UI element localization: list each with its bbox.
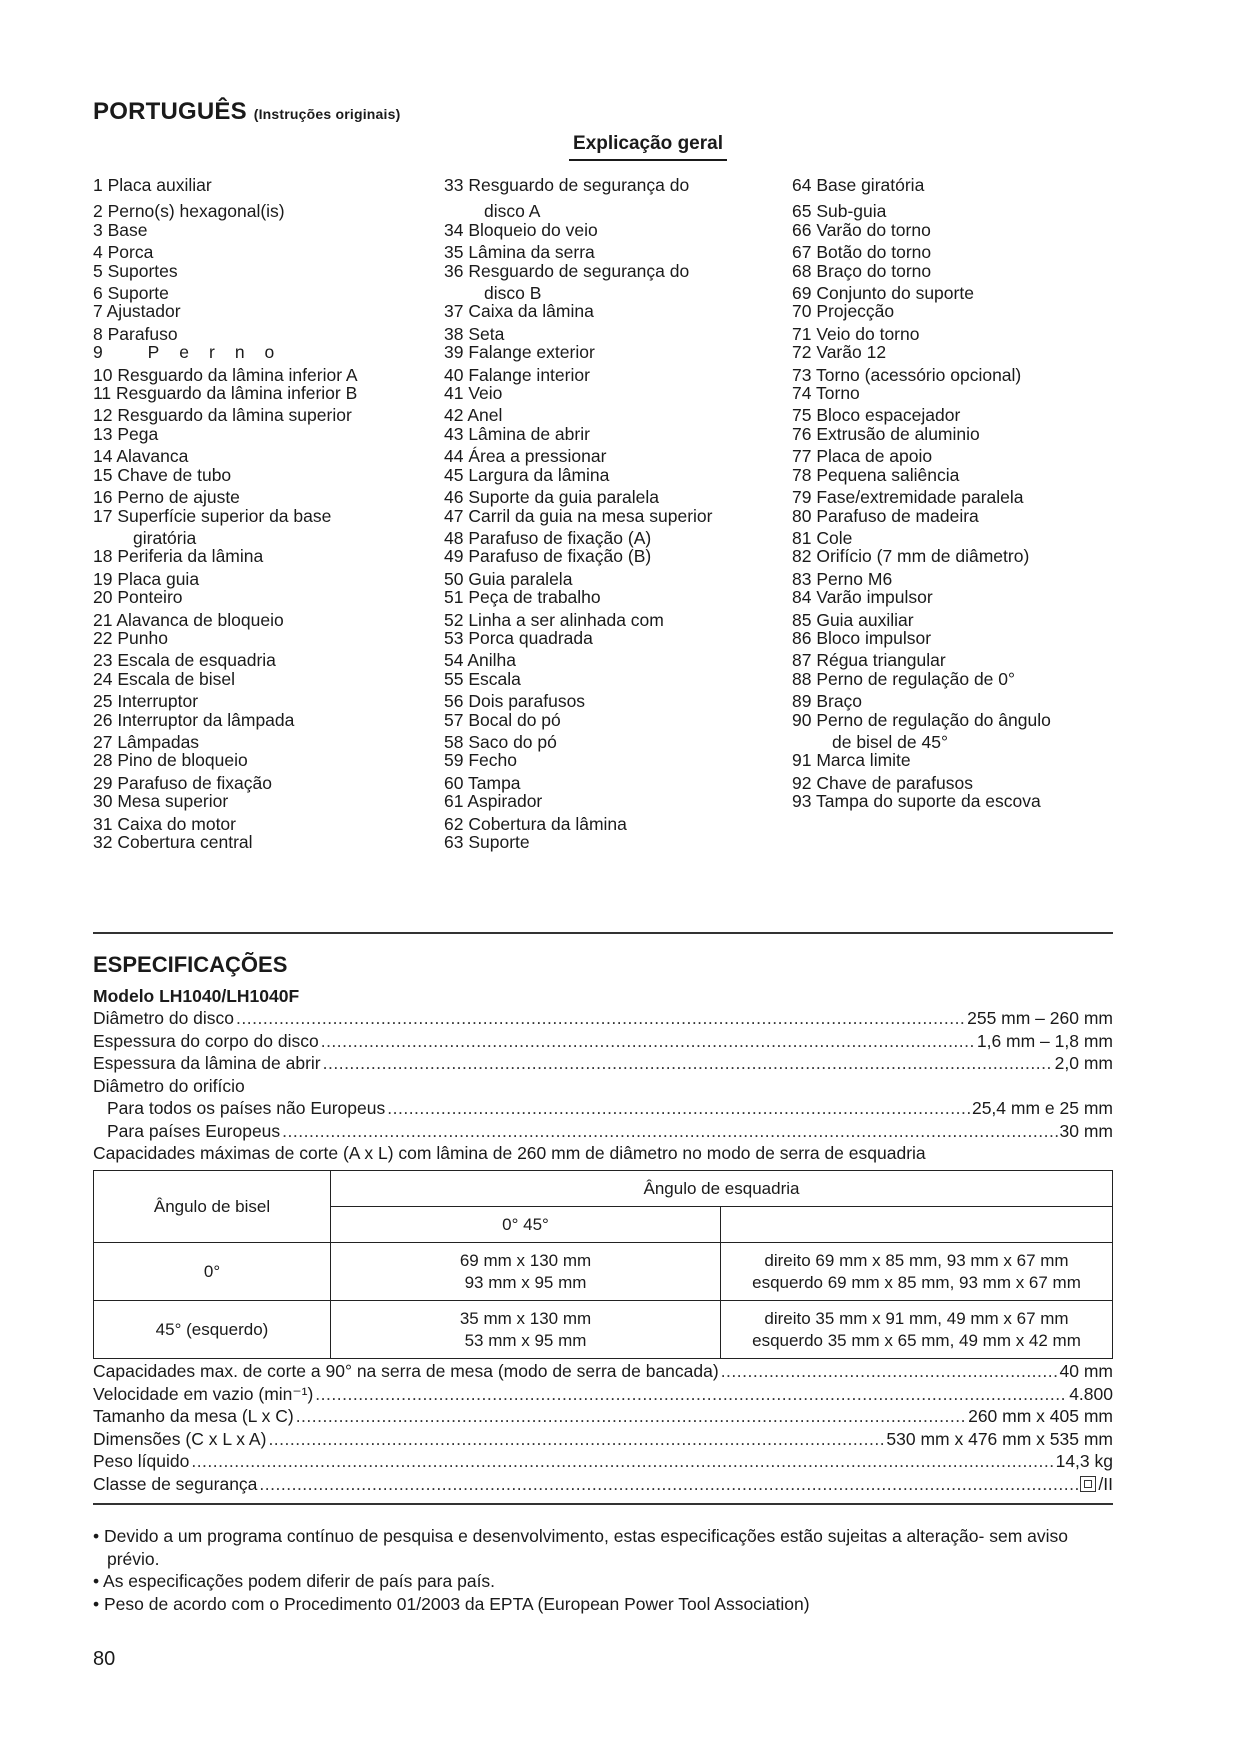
miter-header-cell: Ângulo de esquadria <box>331 1171 1113 1207</box>
spec-label: Para todos os países não Europeus <box>107 1098 386 1118</box>
part-item: 41 Veio <box>444 383 503 404</box>
part-item: 64 Base giratória <box>792 175 925 195</box>
dot-leader <box>321 1030 975 1053</box>
dot-leader <box>268 1428 884 1451</box>
capacity-line: 53 mm x 95 mm <box>464 1330 587 1350</box>
part-item: 17 Superfície superior da base <box>93 505 332 526</box>
model-name: Modelo LH1040/LH1040F <box>93 986 300 1006</box>
part-item: 66 Varão do torno <box>792 219 931 240</box>
notes-list <box>93 1525 1113 1615</box>
part-item: 20 Ponteiro <box>93 587 183 608</box>
part-item: 86 Bloco impulsor <box>792 627 932 648</box>
note-item: • As especificações podem diferir de país para país. <box>93 1571 496 1591</box>
part-item: 30 Mesa superior <box>93 791 229 812</box>
capacity-caption: Capacidades máximas de corte (A x L) com lâmina de 260 mm de diâmetro no modo de serra de esquadria <box>93 1143 926 1163</box>
spec-row <box>93 1030 1113 1053</box>
part-item: 3 Base <box>93 219 148 240</box>
part-item: 70 Projecção <box>792 301 895 322</box>
spec-row <box>93 1142 1113 1165</box>
dot-leader <box>323 1052 1053 1075</box>
spec-value: 4.800 <box>1069 1383 1113 1404</box>
part-item: 93 Tampa do suporte da escova <box>792 791 1041 812</box>
spec-row <box>93 1473 1113 1496</box>
part-item-continued: disco B <box>484 283 542 304</box>
dot-leader <box>315 1383 1067 1406</box>
language-subtitle: (Instruções originais) <box>253 106 401 122</box>
part-item: 11 Resguardo da lâmina inferior B <box>93 383 358 404</box>
specs-title: ESPECIFICAÇÕES <box>93 952 288 977</box>
part-item: 21 Alavanca de bloqueio <box>93 609 284 630</box>
part-item: 89 Braço <box>792 691 863 712</box>
part-item: 61 Aspirador <box>444 791 543 812</box>
part-item: 81 Cole <box>792 527 853 548</box>
specs-list-bottom <box>93 1360 1113 1495</box>
spec-row <box>93 1405 1113 1428</box>
capacity-cell <box>331 1243 721 1301</box>
part-item: 29 Parafuso de fixação <box>93 772 273 793</box>
miter-subheader-cell <box>721 1207 1113 1243</box>
part-item: 74 Torno <box>792 383 860 404</box>
part-item: 4 Porca <box>93 242 154 263</box>
capacity-line: direito 35 mm x 91 mm, 49 mm x 67 mm <box>764 1308 1069 1328</box>
spec-row <box>93 1052 1113 1075</box>
part-item: 18 Periferia da lâmina <box>93 546 264 567</box>
part-item: 13 Pega <box>93 423 159 444</box>
part-item: 5 Suportes <box>93 260 178 281</box>
parts-column-1 <box>93 174 433 853</box>
part-item: 51 Peça de trabalho <box>444 587 601 608</box>
spec-value: 1,6 mm – 1,8 mm <box>976 1030 1113 1051</box>
bevel-cell: 45° (esquerdo) <box>94 1301 331 1359</box>
part-item: 88 Perno de regulação de 0° <box>792 668 1015 689</box>
part-item: 36 Resguardo de segurança do <box>444 260 690 281</box>
part-item-continued: de bisel de 45° <box>832 731 948 752</box>
part-item: 92 Chave de parafusos <box>792 772 973 793</box>
capacity-line: 35 mm x 130 mm <box>459 1308 592 1328</box>
part-item: 52 Linha a ser alinhada com <box>444 609 664 630</box>
section-divider <box>93 932 1113 934</box>
part-item: 23 Escala de esquadria <box>93 650 276 671</box>
language-title: PORTUGUÊS <box>93 98 247 125</box>
part-item: 60 Tampa <box>444 772 521 793</box>
spec-value-with-icon <box>1080 1473 1113 1496</box>
dot-leader <box>296 1405 966 1428</box>
part-item: 77 Placa de apoio <box>792 446 933 467</box>
part-item: 82 Orifício (7 mm de diâmetro) <box>792 546 1030 567</box>
part-item: 84 Varão impulsor <box>792 587 933 608</box>
part-item: 22 Punho <box>93 627 168 648</box>
capacity-line: 69 mm x 130 mm <box>459 1250 592 1270</box>
part-item: 91 Marca limite <box>792 750 911 771</box>
spec-value: 40 mm <box>1059 1361 1113 1381</box>
spec-label: Tamanho da mesa (L x C) <box>93 1406 294 1426</box>
capacity-cell <box>331 1301 721 1359</box>
part-item: 75 Bloco espacejador <box>792 405 961 426</box>
part-item: 19 Placa guia <box>93 568 200 589</box>
part-item: 56 Dois parafusos <box>444 691 586 712</box>
dot-leader <box>191 1450 1053 1473</box>
part-item-continued: disco A <box>484 201 541 222</box>
note-item: • Peso de acordo com o Procedimento 01/2003 da EPTA (European Power Tool Association) <box>93 1593 810 1614</box>
spec-value: 30 mm <box>1059 1120 1113 1141</box>
safety-class-value: /II <box>1098 1473 1113 1494</box>
part-item: 43 Lâmina de abrir <box>444 423 590 444</box>
part-item: 2 Perno(s) hexagonal(is) <box>93 201 285 222</box>
spec-value: 2,0 mm <box>1054 1053 1113 1073</box>
part-item: 35 Lâmina da serra <box>444 242 595 263</box>
page-title <box>93 98 400 126</box>
spec-label: Diâmetro do disco <box>93 1008 235 1028</box>
part-item: 32 Cobertura central <box>93 832 253 852</box>
parts-column-3 <box>792 174 1122 813</box>
part-item: 71 Veio do torno <box>792 323 920 344</box>
capacity-cell <box>721 1243 1113 1301</box>
part-item: 37 Caixa da lâmina <box>444 301 594 322</box>
section-divider <box>93 1503 1113 1505</box>
part-item: 76 Extrusão de aluminio <box>792 423 980 444</box>
part-item: 38 Seta <box>444 323 505 344</box>
capacity-line: esquerdo 69 mm x 85 mm, 93 mm x 67 mm <box>752 1272 1081 1292</box>
part-item: 59 Fecho <box>444 750 517 771</box>
spec-row <box>93 1120 1113 1143</box>
part-item: 67 Botão do torno <box>792 242 932 263</box>
part-item: 15 Chave de tubo <box>93 464 232 485</box>
part-item: 80 Parafuso de madeira <box>792 505 979 526</box>
part-item: 49 Parafuso de fixação (B) <box>444 546 652 567</box>
dot-leader <box>721 1360 1058 1383</box>
part-item: 83 Perno M6 <box>792 568 893 589</box>
part-item: 46 Suporte da guia paralela <box>444 487 660 508</box>
part-item: 63 Suporte <box>444 832 530 852</box>
spec-value: 530 mm x 476 mm x 535 mm <box>886 1428 1113 1449</box>
section-heading-text: Explicação geral <box>569 133 727 161</box>
spec-value: 14,3 kg <box>1055 1451 1113 1471</box>
spec-row <box>93 1383 1113 1406</box>
spec-label: Espessura da lâmina de abrir <box>93 1053 321 1073</box>
part-item: 1 Placa auxiliar <box>93 175 212 195</box>
dot-leader <box>282 1120 1057 1143</box>
part-item: 48 Parafuso de fixação (A) <box>444 527 652 548</box>
part-item: 53 Porca quadrada <box>444 627 593 648</box>
dot-leader <box>387 1097 970 1120</box>
part-item: 45 Largura da lâmina <box>444 464 610 485</box>
dot-leader <box>236 1007 965 1030</box>
part-item: 34 Bloqueio do veio <box>444 219 598 240</box>
part-item: 26 Interruptor da lâmpada <box>93 709 295 730</box>
spec-label: Diâmetro do orifício <box>93 1075 245 1096</box>
part-item: 58 Saco do pó <box>444 731 557 752</box>
spec-row <box>93 1097 1113 1120</box>
spec-row <box>93 1007 1113 1030</box>
spec-label: Velocidade em vazio (min⁻¹) <box>93 1383 314 1404</box>
capacity-cell <box>721 1301 1113 1359</box>
spec-value: 255 mm – 260 mm <box>967 1008 1113 1028</box>
part-item: 44 Área a pressionar <box>444 446 607 467</box>
part-item: 85 Guia auxiliar <box>792 609 914 630</box>
spec-value: 25,4 mm e 25 mm <box>971 1098 1113 1118</box>
spec-label: Peso líquido <box>93 1451 190 1471</box>
spec-label: Capacidades max. de corte a 90° na serra de mesa (modo de serra de bancada) <box>93 1361 719 1381</box>
spec-row <box>93 1075 1113 1098</box>
bevel-cell: 0° <box>94 1243 331 1301</box>
part-item: 40 Falange interior <box>444 364 590 385</box>
parts-column-2 <box>444 174 784 853</box>
capacity-table <box>93 1170 1113 1359</box>
part-item: 39 Falange exterior <box>444 342 595 363</box>
part-item: 31 Caixa do motor <box>93 813 236 834</box>
part-item: 6 Suporte <box>93 283 169 304</box>
part-item: 55 Escala <box>444 668 521 689</box>
part-item: 72 Varão 12 <box>792 342 887 363</box>
dot-leader <box>259 1473 1078 1496</box>
part-item: 25 Interruptor <box>93 691 199 712</box>
page-number: 80 <box>93 1648 116 1670</box>
part-item: 16 Perno de ajuste <box>93 487 240 508</box>
part-item: 27 Lâmpadas <box>93 731 200 752</box>
capacity-line: 93 mm x 95 mm <box>464 1272 587 1292</box>
part-item: 57 Bocal do pó <box>444 709 561 730</box>
part-item: 73 Torno (acessório opcional) <box>792 364 1022 385</box>
section-heading <box>518 133 778 161</box>
part-item: 79 Fase/extremidade paralela <box>792 487 1024 508</box>
parts-list <box>93 174 1113 914</box>
spec-label: Classe de segurança <box>93 1473 258 1494</box>
part-item: 7 Ajustador <box>93 301 181 322</box>
capacity-line: direito 69 mm x 85 mm, 93 mm x 67 mm <box>764 1250 1069 1270</box>
part-item: 10 Resguardo da lâmina inferior A <box>93 364 358 385</box>
specs-list-top <box>93 1007 1113 1165</box>
capacity-line: esquerdo 35 mm x 65 mm, 49 mm x 42 mm <box>752 1330 1081 1350</box>
part-item: 78 Pequena saliência <box>792 464 960 485</box>
part-item: 68 Braço do torno <box>792 260 932 281</box>
spec-row <box>93 1428 1113 1451</box>
spec-label: Para países Europeus <box>107 1120 281 1141</box>
part-item: 47 Carril da guia na mesa superior <box>444 505 713 526</box>
spec-row <box>93 1450 1113 1473</box>
part-item: 33 Resguardo de segurança do <box>444 175 690 195</box>
spec-value: 260 mm x 405 mm <box>968 1406 1113 1426</box>
spec-row <box>93 1360 1113 1383</box>
part-item: 28 Pino de bloqueio <box>93 750 248 771</box>
part-item: 50 Guia paralela <box>444 568 573 589</box>
part-item: 9 Perno <box>93 342 295 363</box>
part-item: 62 Cobertura da lâmina <box>444 813 627 834</box>
part-item: 8 Parafuso <box>93 323 178 344</box>
part-item: 12 Resguardo da lâmina superior <box>93 405 352 426</box>
part-item: 69 Conjunto do suporte <box>792 283 974 304</box>
part-item: 14 Alavanca <box>93 446 189 467</box>
part-item: 65 Sub-guia <box>792 201 887 222</box>
part-item: 24 Escala de bisel <box>93 668 236 689</box>
double-insulation-icon <box>1080 1476 1096 1492</box>
spec-label: Espessura do corpo do disco <box>93 1030 319 1051</box>
part-item: 54 Anilha <box>444 650 517 671</box>
note-item: • Devido a um programa contínuo de pesquisa e desenvolvimento, estas especificações estão sujeitas a alteração- sem aviso prévio. <box>93 1526 1068 1569</box>
spec-label: Dimensões (C x L x A) <box>93 1428 267 1449</box>
bevel-header-cell: Ângulo de bisel <box>94 1171 331 1243</box>
part-item: 87 Régua triangular <box>792 650 946 671</box>
miter-subheader-cell: 0° 45° <box>331 1207 721 1243</box>
part-item: 90 Perno de regulação do ângulo <box>792 709 1051 730</box>
part-item-continued: giratória <box>133 527 197 548</box>
part-item: 42 Anel <box>444 405 503 426</box>
